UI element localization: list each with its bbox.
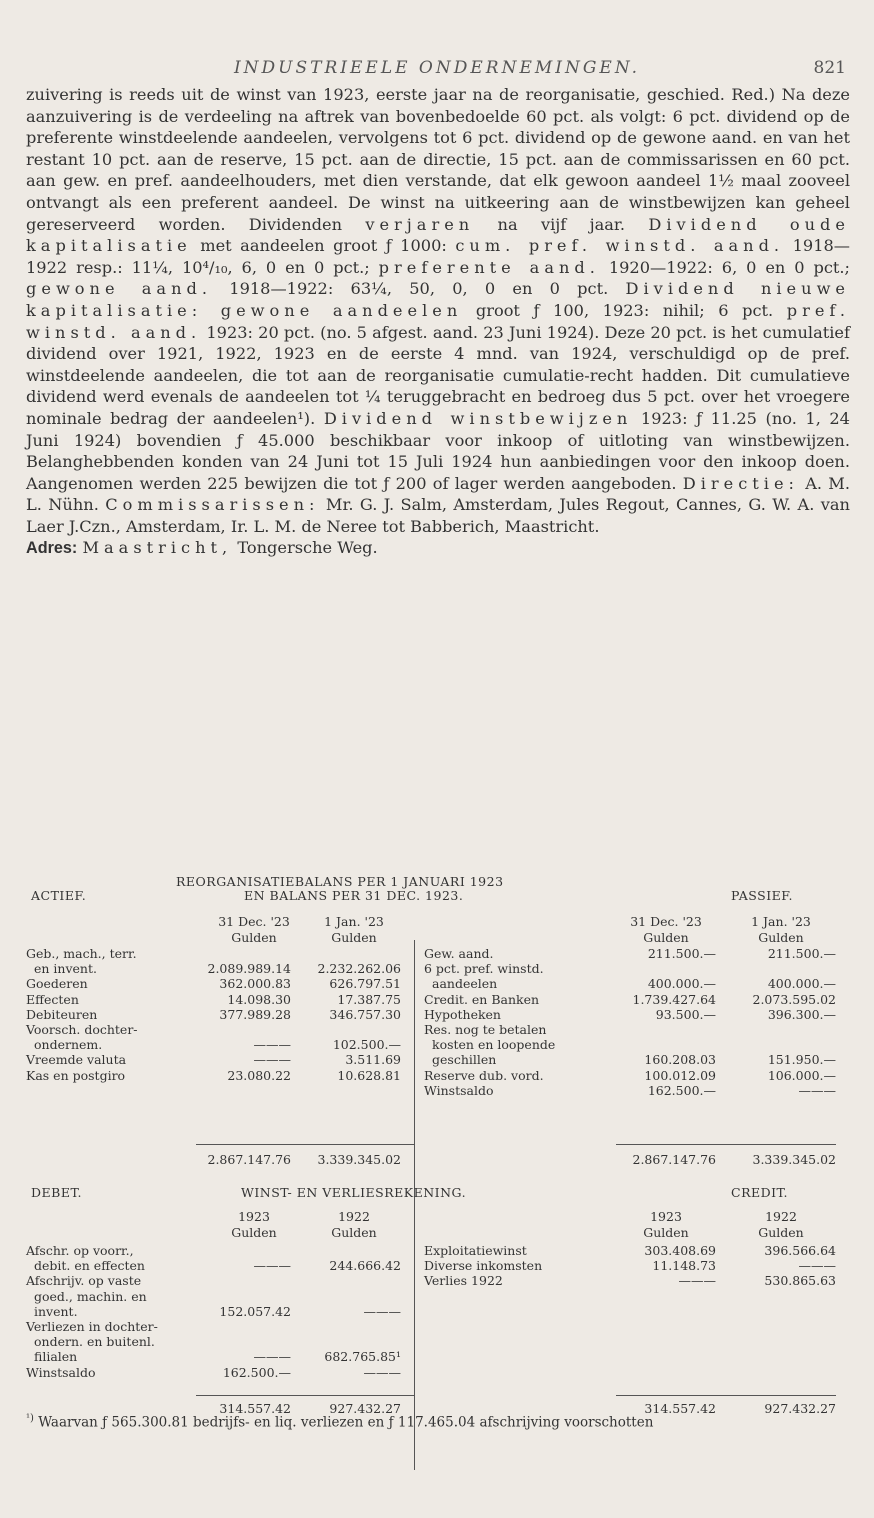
text-p8: 1923: ƒ 11.25 (no. 1, 24 Juni 1924) bovendien ƒ 45.000 beschikbaar voor inkoop of uitloting van winstbewijzen. Belanghebbenden konden van 24 Juni tot 15 Juli 1924 hun aanbiedingen voor den inkoop doen. Aangenomen werden 225 bewijzen die tot ƒ 200 of lager werden aangeboden.: [26, 408, 850, 493]
liability-row-value: 400.000.—: [647, 976, 716, 992]
asset-row-value: 14.098.30: [227, 991, 291, 1007]
col-unit-d: Gulden: [758, 930, 804, 945]
liability-row-value: 396.300.—: [767, 1006, 836, 1022]
liability-row-value: 93.500.—: [655, 1006, 716, 1022]
liability-row-label: Credit. en Banken: [424, 991, 540, 1007]
liability-row-value: 400.000.—: [767, 976, 836, 992]
text-p1b: na vijf jaar.: [497, 214, 626, 234]
profit-loss-account: [26, 1185, 850, 1415]
liability-row-value: 2.073.595.02: [752, 991, 836, 1007]
debet-row-value: ———: [363, 1303, 401, 1319]
col-head-b: 1 Jan. '23: [324, 914, 384, 929]
company-description: [26, 84, 850, 560]
winst-total-right-b: 927.432.27: [764, 1401, 836, 1416]
credit-row-label: Exploitatiewinst: [424, 1243, 527, 1258]
credit-row-value: 11.148.73: [652, 1258, 716, 1274]
col-head-a: 31 Dec. '23: [218, 914, 290, 929]
winst-total-left-b: 927.432.27: [329, 1401, 401, 1416]
debet-row-label: debit. en effecten: [34, 1258, 145, 1274]
balance-total-left-a: 2.867.147.76: [207, 1152, 291, 1167]
year-unit-d: Gulden: [758, 1225, 804, 1240]
asset-row-value: 102.500.—: [332, 1037, 401, 1053]
adres-label: Adres:: [26, 539, 78, 558]
liability-row-label: 6 pct. pref. winstd.: [424, 961, 544, 977]
text-dividend-oude: Dividend oude kapitalisatie: [26, 214, 850, 256]
balance-rule-right: [616, 1144, 836, 1145]
winst-rule-left: [196, 1395, 414, 1396]
text-p10: Mr. G. J. Salm, Amsterdam, Jules Regout, Cannes, G. W. A. van Laer J.Czn., Amsterdam, Ir. L. M. de Neree tot Babberich, Maastricht.: [26, 495, 850, 536]
debet-row-label: filialen: [34, 1349, 78, 1365]
text-p1: zuivering is reeds uit de winst van 1923, eerste jaar na de reorganisatie, geschied. Red.) Na deze aanzuivering is de verdeeling na aftrek van bovenbedoelde 60 pct. als volgt: 6 pct. dividend op de preferente winstdeelende aandeelen, vervolgens tot 6 pct. dividend op de gewone aand. en van het restant 10 pct. aan de reserve, 15 pct. aan de directie, 15 pct. aan de commissarissen en 60 pct. aan gew. en pref. aandeelhouders, met dien verstande, dat elk gewoon aandeel 1½ maal zooveel ontvangt als een preferent aandeel. De winst na uitkeering aan de winstbewijzen kan geheel gereserveerd worden. Dividenden: [26, 85, 850, 234]
asset-row-label: Voorsch. dochter-: [26, 1022, 138, 1037]
debet-row-value: 682.765.85¹: [324, 1349, 401, 1365]
asset-row-label: Goederen: [26, 976, 88, 992]
text-commissarissen: Commissarissen:: [105, 495, 320, 515]
text-dividend-nieuwe: Dividend nieuwe kapitalisatie: gewone aandeelen: [26, 279, 851, 320]
year-unit-b: Gulden: [331, 1225, 377, 1240]
debet-row-value: 152.057.42: [219, 1303, 291, 1319]
debet-row-label: Verliezen in dochter-: [26, 1319, 158, 1334]
liability-row-value: 160.208.03: [644, 1052, 716, 1068]
debet-row-value: ———: [253, 1258, 291, 1274]
debet-row-label: ondern. en buitenl.: [34, 1334, 155, 1350]
winst-rule-right: [616, 1395, 836, 1396]
asset-row-label: en invent.: [34, 961, 97, 977]
col-unit-a: Gulden: [231, 930, 277, 945]
liability-row-label: Hypotheken: [424, 1006, 501, 1022]
asset-row-label: Vreemde valuta: [26, 1052, 127, 1068]
debet-row-value: 162.500.—: [222, 1364, 291, 1380]
text-directie: Directie:: [682, 473, 799, 493]
passief-label: PASSIEF.: [731, 888, 793, 903]
balance-title-1: REORGANISATIEBALANS PER 1 JANUARI 1923: [176, 874, 504, 889]
credit-label: CREDIT.: [731, 1185, 789, 1200]
text-p2: met aandeelen groot ƒ 1000:: [200, 236, 447, 256]
liability-row-value: 1.739.427.64: [632, 991, 716, 1007]
winst-title: WINST- EN VERLIESREKENING.: [241, 1185, 467, 1200]
text-dividend-winstbewijzen: Dividend winstbewijzen: [323, 408, 633, 428]
footnote-text: Waarvan ƒ 565.300.81 bedrijfs- en liq. verliezen en ƒ 117.465.04 afschrijving voorschotten: [38, 1414, 654, 1431]
liability-row-value: 100.012.09: [644, 1067, 716, 1083]
liability-row-value: 211.500.—: [647, 946, 716, 961]
asset-row-value: 2.232.262.06: [317, 961, 401, 977]
page-number: 821: [813, 58, 846, 78]
balance-total-right-b: 3.339.345.02: [752, 1152, 836, 1167]
text-p4: 1920—1922: 6, 0 en 0 pct.;: [608, 257, 850, 277]
liability-row-label: Gew. aand.: [424, 946, 494, 961]
footnote: [26, 1410, 850, 1432]
adres-street: Tongersche Weg.: [237, 538, 378, 558]
col-head-d: 1 Jan. '23: [751, 914, 811, 929]
debet-row-label: invent.: [34, 1303, 78, 1319]
balance-total-left-b: 3.339.345.02: [317, 1152, 401, 1167]
balance-total-right-a: 2.867.147.76: [632, 1152, 716, 1167]
winst-total-right-a: 314.557.42: [644, 1401, 716, 1416]
debet-row-label: Winstsaldo: [26, 1364, 96, 1380]
liability-row-value: 151.950.—: [767, 1052, 836, 1068]
debet-row-label: Afschrijv. op vaste: [26, 1273, 142, 1289]
balance-title-2: EN BALANS PER 31 DEC. 1923.: [244, 888, 464, 903]
credit-row-value: ———: [678, 1273, 716, 1289]
asset-row-label: Debiteuren: [26, 1006, 98, 1022]
asset-row-value: 2.089.989.14: [207, 961, 291, 977]
year-unit-c: Gulden: [643, 1225, 689, 1240]
winst-total-left-a: 314.557.42: [219, 1401, 291, 1416]
credit-row-value: ———: [798, 1258, 836, 1274]
text-pref-winstd: pref. winstd. aand.: [26, 300, 850, 342]
winst-divider: [414, 1209, 415, 1431]
text-p3: 1918—1922 resp.: 11¼, 10⁴/₁₀, 6, 0 en 0 pct.;: [26, 236, 850, 277]
debet-row-label: goed., machin. en: [34, 1288, 147, 1304]
year-head-d: 1922: [765, 1209, 797, 1224]
asset-row-label: Effecten: [26, 991, 79, 1007]
debet-row-value: 244.666.42: [329, 1258, 401, 1274]
text-gewone-aand: gewone aand.: [26, 279, 213, 299]
actief-label: ACTIEF.: [31, 888, 87, 903]
footnote-mark: ¹): [26, 1413, 34, 1424]
asset-row-value: ———: [253, 1037, 291, 1053]
credit-row-value: 530.865.63: [764, 1273, 836, 1289]
liability-row-label: Res. nog te betalen: [424, 1022, 547, 1037]
balance-rule-left: [196, 1144, 414, 1145]
text-p7: 1923: 20 pct. (no. 5 afgest. aand. 23 Juni 1924). Deze 20 pct. is het cumulatief dividend over 1921, 1922, 1923 en de eerste 4 mnd. van 1924, verschuldigd op de pref. winstdeelende aandeelen, die tot aan de reorganisatie cumulatie-recht hadden. Dit cumulatieve dividend werd evenals de aandeelen tot ¼ teruggebracht en bedroeg dus 5 pct. over het vroegere nominale bedrag der aandeelen¹).: [26, 322, 850, 428]
running-title: INDUSTRIEELE ONDERNEMINGEN.: [233, 58, 641, 78]
year-unit-a: Gulden: [231, 1225, 277, 1240]
asset-row-value: 17.387.75: [337, 991, 401, 1007]
liability-row-label: aandeelen: [432, 976, 498, 992]
credit-row-value: 303.408.69: [644, 1243, 716, 1258]
liability-row-value: 211.500.—: [767, 946, 836, 961]
credit-row-label: Diverse inkomsten: [424, 1258, 543, 1274]
adres-city: Maastricht,: [82, 538, 233, 558]
year-head-a: 1923: [238, 1209, 270, 1224]
col-unit-c: Gulden: [643, 930, 689, 945]
asset-row-value: 3.511.69: [345, 1052, 401, 1068]
col-head-c: 31 Dec. '23: [630, 914, 702, 929]
text-p9: A. M. L. Nühn.: [26, 473, 851, 515]
text-verjaren: verjaren: [365, 214, 475, 234]
asset-row-label: ondernem.: [34, 1037, 103, 1053]
asset-row-value: 626.797.51: [329, 976, 401, 992]
text-p6: groot ƒ 100, 1923: nihil; 6 pct.: [475, 300, 774, 320]
liability-row-label: Reserve dub. vord.: [424, 1067, 544, 1083]
text-preferente-aand: preferente aand.: [378, 257, 600, 277]
debet-row-value: ———: [363, 1364, 401, 1380]
liability-row-label: kosten en loopende: [432, 1037, 556, 1053]
debet-label: DEBET.: [31, 1185, 82, 1200]
asset-row-value: ———: [253, 1052, 291, 1068]
credit-row-label: Verlies 1922: [424, 1273, 503, 1289]
liability-row-value: 162.500.—: [647, 1082, 716, 1098]
debet-row-value: ———: [253, 1349, 291, 1365]
text-cum-pref: cum. pref. winstd. aand.: [455, 236, 785, 256]
asset-row-label: Geb., mach., terr.: [26, 946, 137, 961]
asset-row-value: 377.989.28: [219, 1006, 291, 1022]
asset-row-label: Kas en postgiro: [26, 1067, 126, 1083]
year-head-c: 1923: [650, 1209, 682, 1224]
liability-row-label: geschillen: [432, 1052, 497, 1068]
asset-row-value: 10.628.81: [337, 1067, 401, 1083]
asset-row-value: 362.000.83: [219, 976, 291, 992]
asset-row-value: 346.757.30: [329, 1006, 401, 1022]
liability-row-label: Winstsaldo: [424, 1082, 494, 1098]
col-unit-b: Gulden: [331, 930, 377, 945]
liability-row-value: ———: [798, 1082, 836, 1098]
debet-row-label: Afschr. op voorr.,: [26, 1243, 134, 1258]
text-p5: 1918—1922: 63¼, 50, 0, 0 en 0 pct.: [229, 279, 609, 299]
credit-row-value: 396.566.64: [764, 1243, 836, 1258]
year-head-b: 1922: [338, 1209, 370, 1224]
asset-row-value: 23.080.22: [227, 1067, 291, 1083]
liability-row-value: 106.000.—: [767, 1067, 836, 1083]
